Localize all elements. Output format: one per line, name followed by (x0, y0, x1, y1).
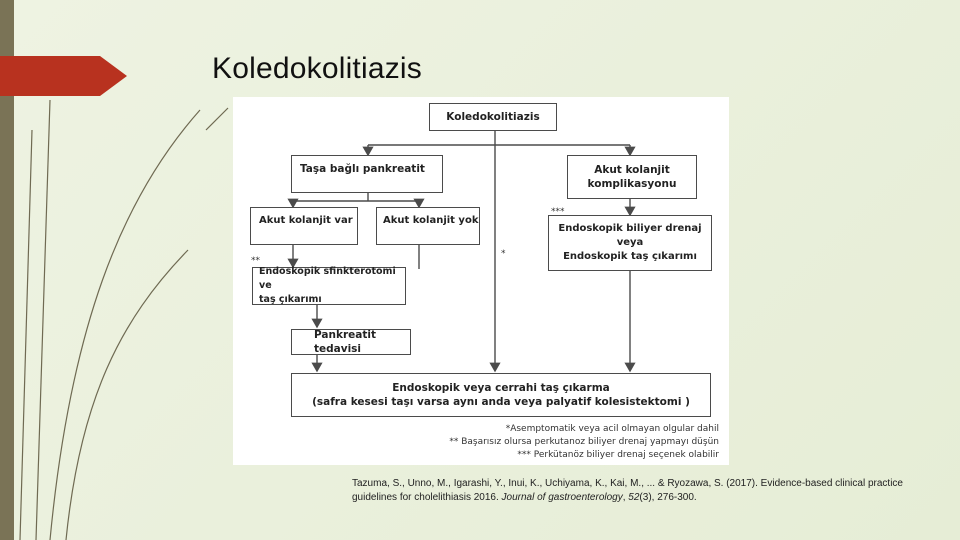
left-child-b-label: Akut kolanjit yok (383, 215, 479, 226)
right-child-box (548, 215, 712, 271)
final-line2: (safra kesesi taşı varsa aynı anda veya palyatif kolesistektomi ) (312, 396, 690, 408)
footnote-3: *** Perkütanöz biliyer drenaj seçenek olabilir (517, 450, 719, 460)
sphincterotomy-line2: taş çıkarımı (259, 294, 322, 305)
sphincterotomy-line1: Endoskopik sfinkterotomi ve (259, 266, 396, 291)
citation-pages: (3), 276-300. (639, 492, 697, 503)
citation-authors: Tazuma, S., Unno, M., Igarashi, Y., Inui, K., Uchiyama, K., Kai, M., ... & Ryozawa, S. (2017). Evidence-based clinical practice guidelines for cholelithiasis 2016. (352, 478, 903, 503)
flowchart-figure (233, 97, 729, 465)
pancreatitis-treatment-box (291, 329, 411, 355)
right-child-line2: veya (616, 237, 644, 248)
left-child-b-box (376, 207, 480, 245)
mark-single: * (501, 249, 506, 259)
pancreatitis-treatment-label: Pankreatit tedavisi (314, 329, 376, 355)
sphincterotomy-box (252, 267, 406, 305)
left-child-a-label: Akut kolanjit var (259, 215, 353, 226)
citation-sep: , (622, 492, 629, 503)
citation (352, 477, 942, 505)
citation-volume: 52 (628, 492, 640, 503)
mark-double: ** (251, 256, 260, 266)
footnotes (419, 423, 719, 462)
right-branch-line2: komplikasyonu (587, 178, 677, 190)
left-child-a-box (250, 207, 358, 245)
right-child-line1: Endoskopik biliyer drenaj (558, 223, 702, 234)
root-box (429, 103, 557, 131)
final-box (291, 373, 711, 417)
footnote-1: *Asemptomatik veya acil olmayan olgular dahil (505, 424, 719, 434)
right-child-line3: Endoskopik taş çıkarımı (563, 251, 697, 262)
root-label: Koledokolitiazis (446, 111, 540, 123)
final-line1: Endoskopik veya cerrahi taş çıkarma (392, 382, 610, 394)
right-branch-box (567, 155, 697, 199)
citation-journal: Journal of gastroenterology (501, 492, 623, 503)
footnote-2: ** Başarısız olursa perkutanoz biliyer drenaj yapmayı düşün (449, 437, 719, 447)
slide-title: Koledokolitiazis (212, 52, 422, 85)
mark-triple: *** (551, 207, 565, 217)
left-branch-box (291, 155, 443, 193)
left-branch-label: Taşa bağlı pankreatit (300, 163, 425, 175)
title-arrow-icon (0, 56, 130, 96)
right-branch-line1: Akut kolanjit (594, 164, 670, 176)
